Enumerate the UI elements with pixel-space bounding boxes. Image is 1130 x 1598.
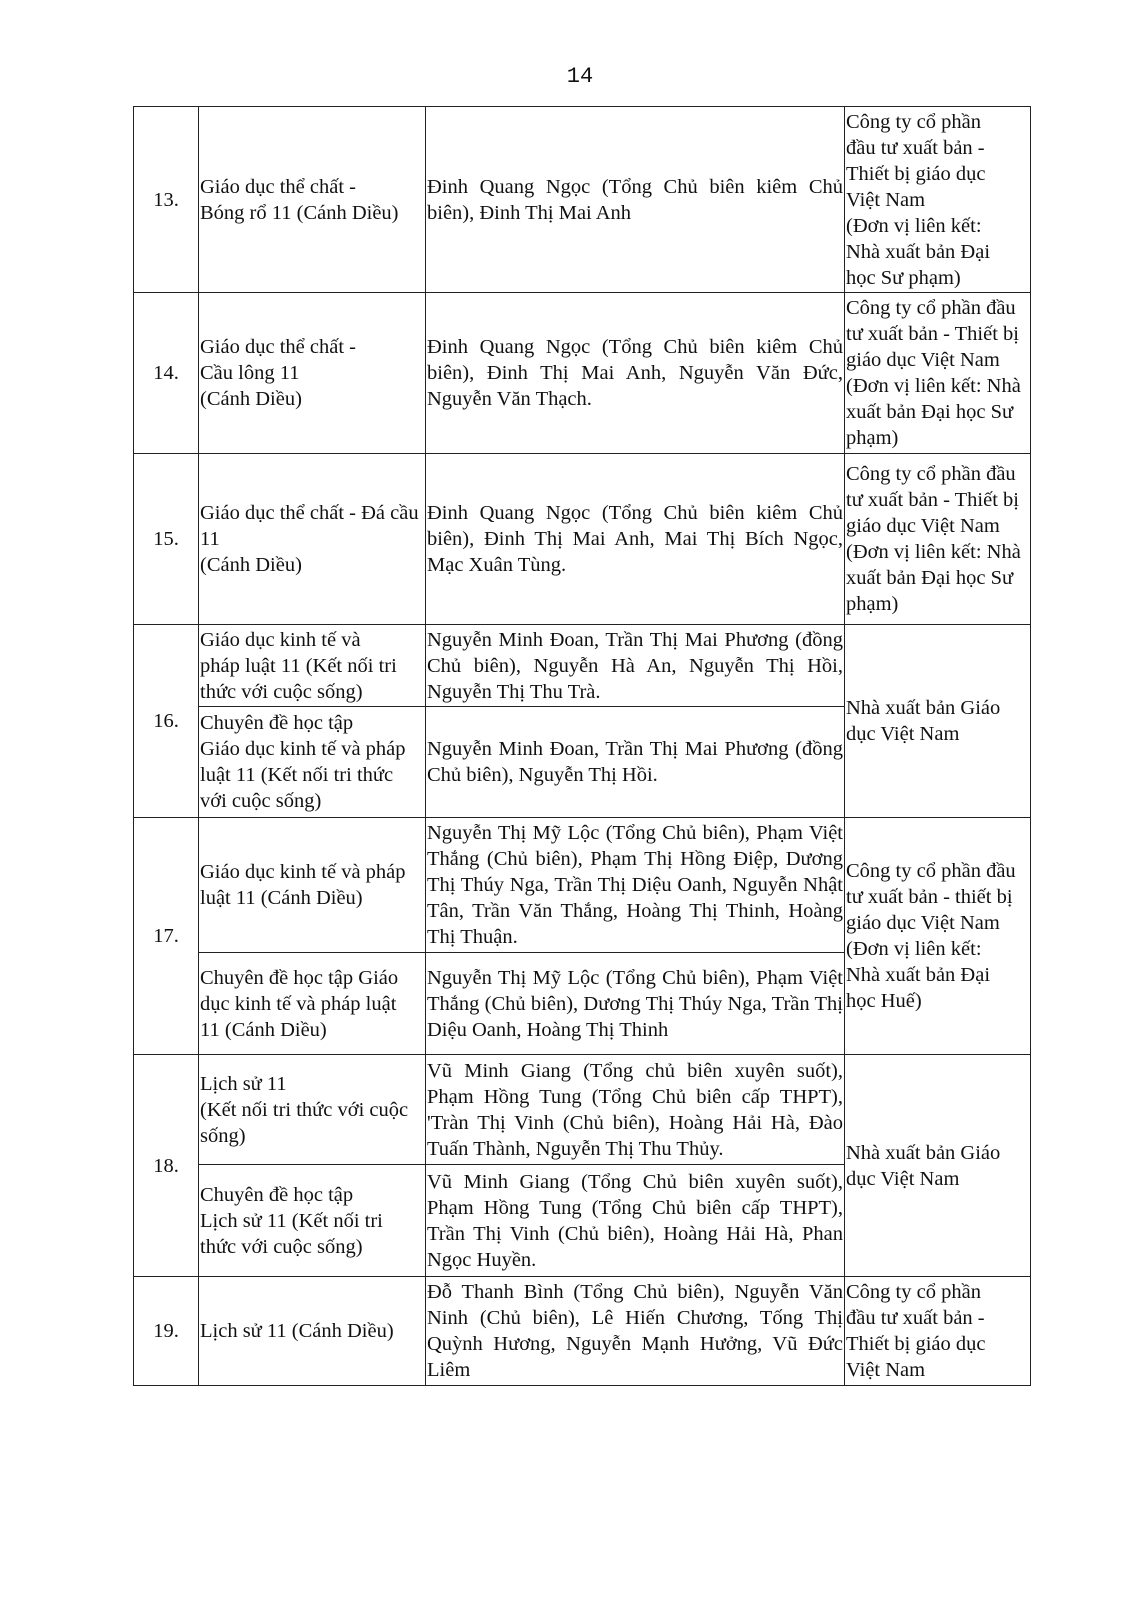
row-number: 16. xyxy=(134,625,199,818)
row-number: 17. xyxy=(134,818,199,1055)
book-authors: Đinh Quang Ngọc (Tổng Chủ biên kiêm Chủ biên), Đinh Thị Mai Anh xyxy=(426,107,845,293)
book-authors: Đinh Quang Ngọc (Tổng Chủ biên kiêm Chủ biên), Đinh Thị Mai Anh, Nguyễn Văn Đức, Nguyễn Văn Thạch. xyxy=(426,293,845,454)
table-row xyxy=(134,1277,1031,1386)
book-authors: Nguyễn Thị Mỹ Lộc (Tổng Chủ biên), Phạm Việt Thắng (Chủ biên), Dương Thị Thúy Nga, Trần Thị Diệu Oanh, Hoàng Thị Thinh xyxy=(426,953,845,1055)
publisher: Công ty cổ phần đầu tư xuất bản - Thiết bị giáo dục Việt Nam (Đơn vị liên kết: Nhà xuất bản Đại học Sư phạm) xyxy=(845,454,1031,625)
book-title: Giáo dục kinh tế và pháp luật 11 (Kết nối tri thức với cuộc sống) xyxy=(199,625,426,707)
page-number: 14 xyxy=(566,64,594,89)
book-title: Giáo dục kinh tế và pháp luật 11 (Cánh Diều) xyxy=(199,818,426,953)
row-number: 13. xyxy=(134,107,199,293)
book-authors: Vũ Minh Giang (Tổng chủ biên xuyên suốt), Phạm Hồng Tung (Tổng Chủ biên cấp THPT), 'Tràn Thị Vinh (Chủ biên), Hoàng Hải Hà, Đào Tuấn Thành, Nguyễn Thị Thu Thủy. xyxy=(426,1055,845,1165)
book-title: Lịch sử 11 (Cánh Diều) xyxy=(199,1277,426,1386)
book-authors: Vũ Minh Giang (Tổng Chủ biên xuyên suốt), Phạm Hồng Tung (Tổng Chủ biên cấp THPT), Trần Thị Vinh (Chủ biên), Hoàng Hải Hà, Phan Ngọc Huyền. xyxy=(426,1165,845,1277)
book-authors: Nguyễn Thị Mỹ Lộc (Tổng Chủ biên), Phạm Việt Thắng (Chủ biên), Phạm Thị Hồng Điệp, Dương Thị Thúy Nga, Trần Thị Diệu Oanh, Nguyễn Nhật Tân, Trần Văn Thắng, Hoàng Thị Thinh, Hoàng Thị Thuận. xyxy=(426,818,845,953)
publisher: Công ty cổ phần đầu tư xuất bản - thiết bị giáo dục Việt Nam (Đơn vị liên kết: Nhà xuất bản Đại học Huế) xyxy=(845,818,1031,1055)
book-authors: Đỗ Thanh Bình (Tổng Chủ biên), Nguyễn Văn Ninh (Chủ biên), Lê Hiến Chương, Tống Thị Quỳnh Hương, Nguyễn Mạnh Hưởng, Vũ Đức Liêm xyxy=(426,1277,845,1386)
row-number: 15. xyxy=(134,454,199,625)
row-number: 18. xyxy=(134,1055,199,1277)
table-row xyxy=(134,1055,1031,1165)
publisher: Công ty cổ phần đầu tư xuất bản - Thiết bị giáo dục Việt Nam (Đơn vị liên kết: Nhà xuất bản Đại học Sư phạm) xyxy=(845,293,1031,454)
textbook-table xyxy=(133,106,1031,1386)
table-row xyxy=(134,818,1031,953)
publisher: Nhà xuất bản Giáo dục Việt Nam xyxy=(845,1055,1031,1277)
table-row xyxy=(134,625,1031,707)
book-title: Giáo dục thể chất - Cầu lông 11 (Cánh Diều) xyxy=(199,293,426,454)
book-title: Chuyên đề học tập Giáo dục kinh tế và pháp luật 11 (Cánh Diều) xyxy=(199,953,426,1055)
book-title: Chuyên đề học tập Giáo dục kinh tế và pháp luật 11 (Kết nối tri thức với cuộc sống) xyxy=(199,707,426,818)
publisher: Công ty cổ phần đầu tư xuất bản - Thiết bị giáo dục Việt Nam (Đơn vị liên kết: Nhà xuất bản Đại học Sư phạm) xyxy=(845,107,1031,293)
book-title: Giáo dục thể chất - Đá cầu 11 (Cánh Diều) xyxy=(199,454,426,625)
publisher: Công ty cổ phần đầu tư xuất bản - Thiết bị giáo dục Việt Nam xyxy=(845,1277,1031,1386)
book-authors: Nguyễn Minh Đoan, Trần Thị Mai Phương (đồng Chủ biên), Nguyễn Hà An, Nguyễn Thị Hồi, Nguyễn Thị Thu Trà. xyxy=(426,625,845,707)
book-authors: Nguyễn Minh Đoan, Trần Thị Mai Phương (đồng Chủ biên), Nguyễn Thị Hồi. xyxy=(426,707,845,818)
table-row xyxy=(134,454,1031,625)
table-row xyxy=(134,293,1031,454)
book-title: Chuyên đề học tập Lịch sử 11 (Kết nối tri thức với cuộc sống) xyxy=(199,1165,426,1277)
row-number: 14. xyxy=(134,293,199,454)
table-row xyxy=(134,107,1031,293)
publisher: Nhà xuất bản Giáo dục Việt Nam xyxy=(845,625,1031,818)
book-title: Lịch sử 11 (Kết nối tri thức với cuộc sống) xyxy=(199,1055,426,1165)
row-number: 19. xyxy=(134,1277,199,1386)
book-authors: Đinh Quang Ngọc (Tổng Chủ biên kiêm Chủ biên), Đinh Thị Mai Anh, Mai Thị Bích Ngọc, Mạc Xuân Tùng. xyxy=(426,454,845,625)
book-title: Giáo dục thể chất - Bóng rổ 11 (Cánh Diều) xyxy=(199,107,426,293)
